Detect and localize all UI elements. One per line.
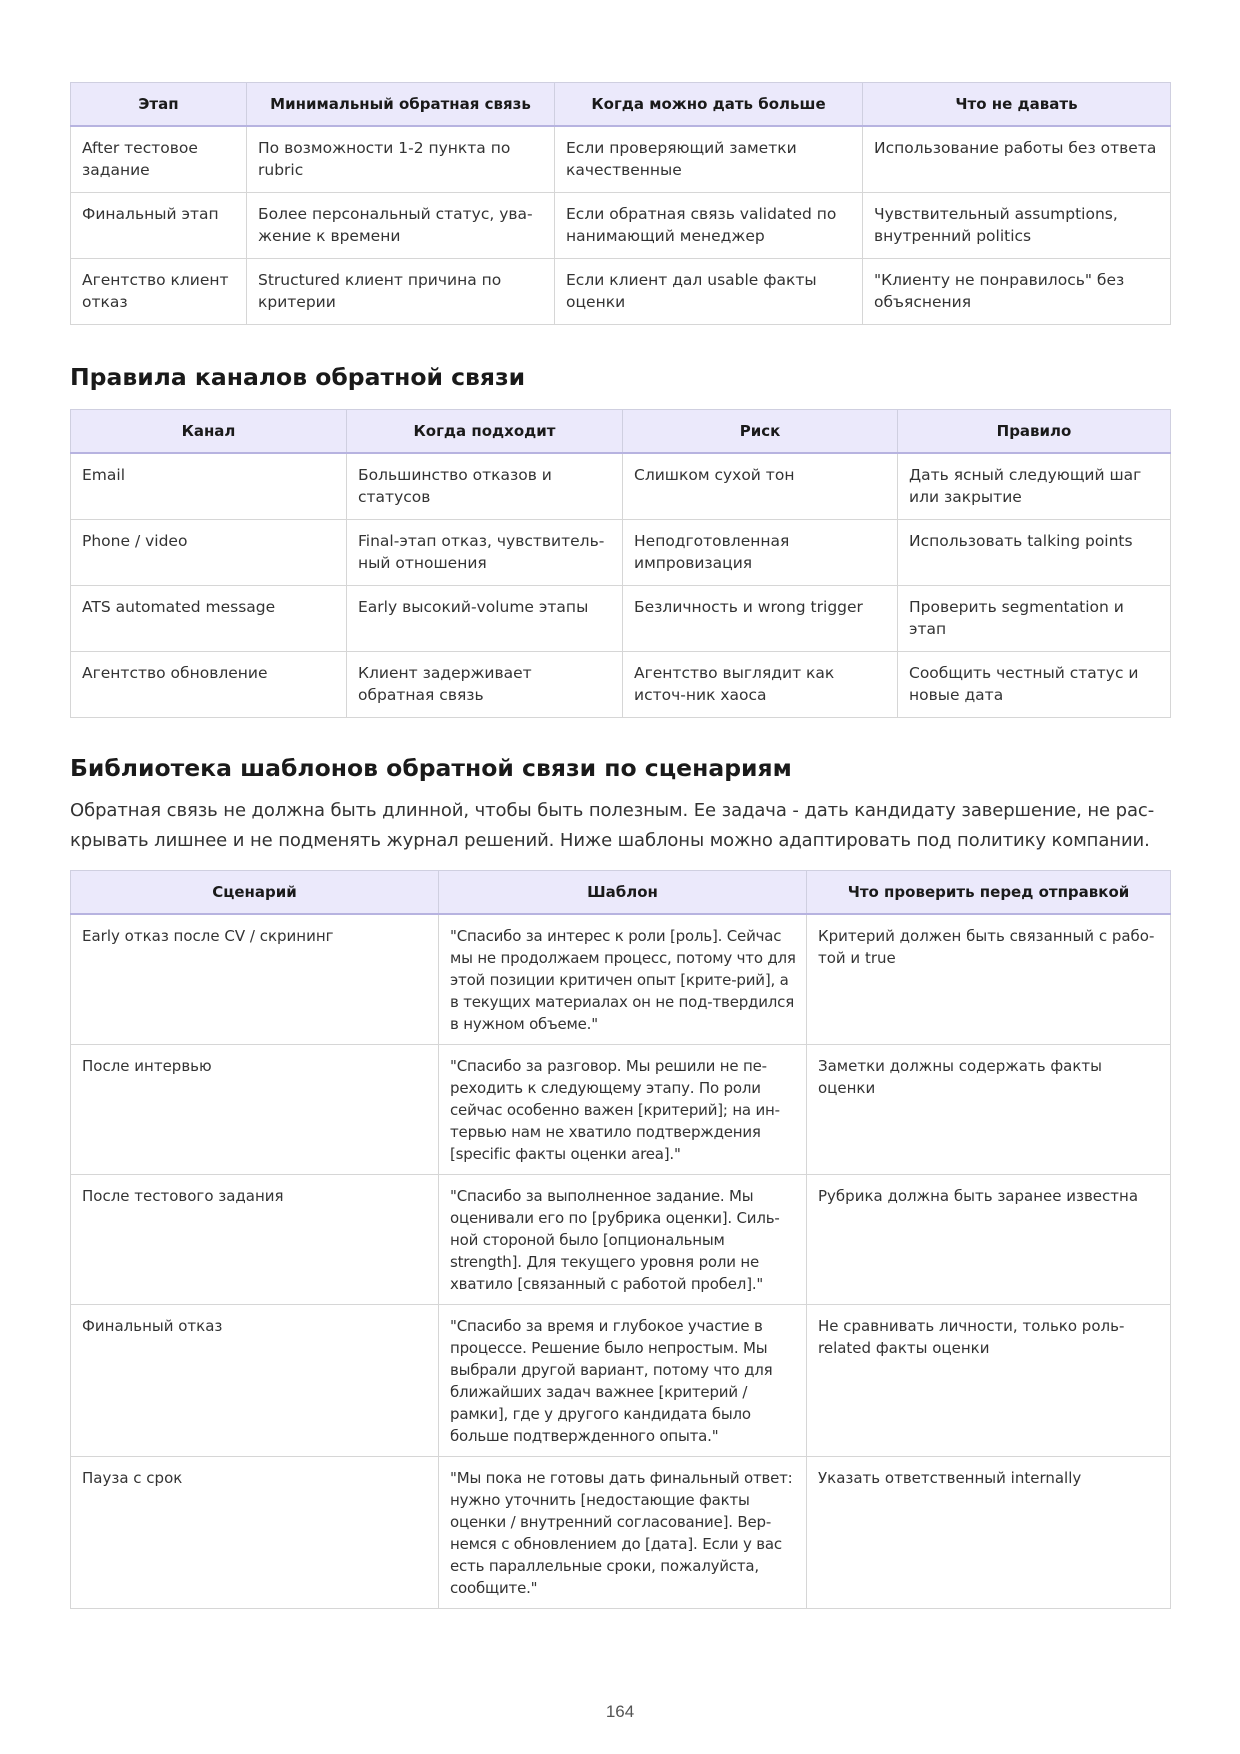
table-row <box>71 914 1171 1045</box>
template-text: "Спасибо за время и глубокое участие в процессе. Решение было непростым. Мы выбрали другой вариант, потому что для ближайших задач важнее [критерий / рамки], где у другого кандидата было больше подтвержденного опыта." <box>439 1305 807 1457</box>
table-cell: Агентство выглядит как источ-ник хаоса <box>623 652 898 718</box>
table-cell: Использовать talking points <box>898 520 1171 586</box>
table-row <box>71 259 1171 325</box>
page-number: 164 <box>605 1702 635 1721</box>
template-text: "Спасибо за выполненное задание. Мы оценивали его по [рубрика оценки]. Силь-ной стороной было [опциональным strength]. Для текущего уровня роли не хватило [связанный с работой пробел]." <box>439 1175 807 1305</box>
column-header: Этап <box>71 83 247 127</box>
table-cell: Final-этап отказ, чувствитель-ный отношения <box>347 520 623 586</box>
column-header: Правило <box>898 410 1171 454</box>
table-cell: Structured клиент причина по критерии <box>247 259 555 325</box>
table-cell: Сообщить честный статус и новые дата <box>898 652 1171 718</box>
column-header: Что проверить перед отправкой <box>807 871 1171 915</box>
table-row <box>71 586 1171 652</box>
table-cell: Агентство клиент отказ <box>71 259 247 325</box>
document-page <box>70 82 1170 1609</box>
table-cell: Финальный этап <box>71 193 247 259</box>
table-cell: Если обратная связь validated по нанимающий менеджер <box>555 193 863 259</box>
table-cell: Большинство отказов и статусов <box>347 453 623 520</box>
table-header-row <box>71 410 1171 454</box>
table-cell: Критерий должен быть связанный с рабо-той и true <box>807 914 1171 1045</box>
table-cell: Использование работы без ответа <box>863 126 1171 193</box>
table-row <box>71 652 1171 718</box>
template-text: "Мы пока не готовы дать финальный ответ: нужно уточнить [недостающие факты оценки / внутренний согласование]. Вер-немся с обновлением до [дата]. Если у вас есть параллельные сроки, пожалуйста, сообщите." <box>439 1457 807 1609</box>
table-cell: По возможности 1-2 пункта по rubric <box>247 126 555 193</box>
table-cell: Early высокий-volume этапы <box>347 586 623 652</box>
template-text: "Спасибо за разговор. Мы решили не пе-реходить к следующему этапу. По роли сейчас особенно важен [критерий]; на ин-тервью нам не хватило подтверждения [specific факты оценки area]." <box>439 1045 807 1175</box>
table-cell: Финальный отказ <box>71 1305 439 1457</box>
table-cell: Проверить segmentation и этап <box>898 586 1171 652</box>
table-cell: Неподготовленная импровизация <box>623 520 898 586</box>
table-cell: Слишком сухой тон <box>623 453 898 520</box>
channels-table <box>70 409 1171 718</box>
column-header: Сценарий <box>71 871 439 915</box>
table-row <box>71 1305 1171 1457</box>
table-cell: ATS automated message <box>71 586 347 652</box>
column-header: Шаблон <box>439 871 807 915</box>
table-cell: Безличность и wrong trigger <box>623 586 898 652</box>
column-header: Риск <box>623 410 898 454</box>
table-cell: Не сравнивать личности, только роль-related факты оценки <box>807 1305 1171 1457</box>
table-cell: After тестовое задание <box>71 126 247 193</box>
table-cell: Email <box>71 453 347 520</box>
template-text: "Спасибо за интерес к роли [роль]. Сейчас мы не продолжаем процесс, потому что для этой позиции критичен опыт [крите-рий], а в текущих материалах он не под-твердился в нужном объеме." <box>439 914 807 1045</box>
table-header-row <box>71 871 1171 915</box>
section-heading: Правила каналов обратной связи <box>70 363 526 391</box>
column-header: Что не давать <box>863 83 1171 127</box>
intro-paragraph: Обратная связь не должна быть длинной, чтобы быть полезным. Ее задача - дать кандидату завершение, не рас-крывать лишнее и не подменять журнал решений. Ниже шаблоны можно адаптировать под политику компании. <box>70 800 1155 851</box>
section-heading: Библиотека шаблонов обратной связи по сценариям <box>70 754 792 782</box>
column-header: Когда можно дать больше <box>555 83 863 127</box>
table-cell: Phone / video <box>71 520 347 586</box>
column-header: Минимальный обратная связь <box>247 83 555 127</box>
table-cell: "Клиенту не понравилось" без объяснения <box>863 259 1171 325</box>
table-cell: Агентство обновление <box>71 652 347 718</box>
column-header: Когда подходит <box>347 410 623 454</box>
stage-feedback-table <box>70 82 1171 325</box>
feedback-templates-table <box>70 870 1171 1609</box>
table-cell: Пауза с срок <box>71 1457 439 1609</box>
table-cell: После интервью <box>71 1045 439 1175</box>
table-cell: Early отказ после CV / скрининг <box>71 914 439 1045</box>
column-header: Канал <box>71 410 347 454</box>
table-cell: Заметки должны содержать факты оценки <box>807 1045 1171 1175</box>
table-row <box>71 1045 1171 1175</box>
table-cell: Если проверяющий заметки качественные <box>555 126 863 193</box>
table-cell: Дать ясный следующий шаг или закрытие <box>898 453 1171 520</box>
table-cell: Клиент задерживает обратная связь <box>347 652 623 718</box>
table-cell: После тестового задания <box>71 1175 439 1305</box>
table-cell: Если клиент дал usable факты оценки <box>555 259 863 325</box>
table-cell: Рубрика должна быть заранее известна <box>807 1175 1171 1305</box>
table-row <box>71 1457 1171 1609</box>
table-row <box>71 1175 1171 1305</box>
table-cell: Чувствительный assumptions, внутренний politics <box>863 193 1171 259</box>
table-row <box>71 126 1171 193</box>
table-cell: Более персональный статус, ува-жение к времени <box>247 193 555 259</box>
table-row <box>71 453 1171 520</box>
table-cell: Указать ответственный internally <box>807 1457 1171 1609</box>
table-header-row <box>71 83 1171 127</box>
table-row <box>71 193 1171 259</box>
table-row <box>71 520 1171 586</box>
